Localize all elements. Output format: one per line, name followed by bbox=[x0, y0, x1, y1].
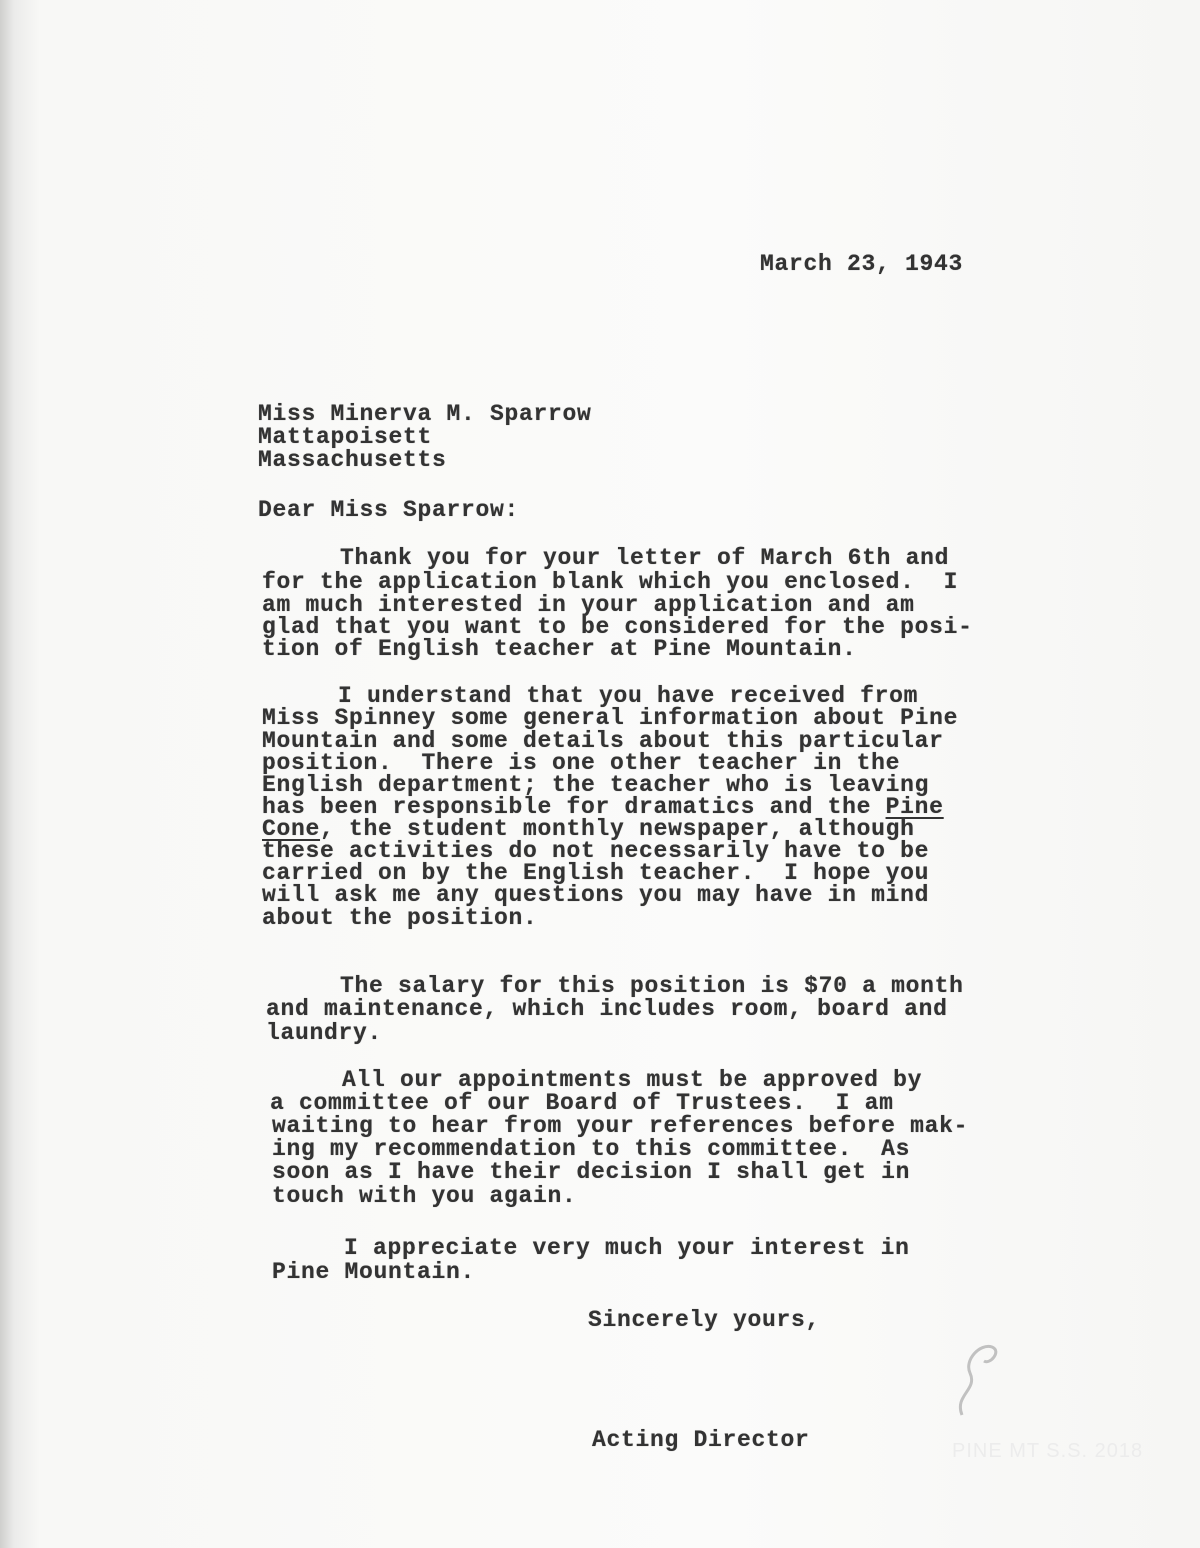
signer-title: Acting Director bbox=[592, 1427, 810, 1453]
paragraph-line: All our appointments must be approved by bbox=[342, 1067, 923, 1093]
line-text: has been responsible for dramatics and the bbox=[262, 794, 886, 820]
salutation: Dear Miss Sparrow: bbox=[258, 497, 520, 523]
paragraph-line: Pine Mountain. bbox=[272, 1259, 476, 1285]
paragraph-line: ing my recommendation to this committee. As bbox=[272, 1136, 911, 1162]
paragraph-line: I understand that you have received from bbox=[338, 683, 919, 709]
paragraph-line: and maintenance, which includes room, board and bbox=[266, 996, 948, 1022]
signature-mark bbox=[950, 1335, 1020, 1425]
paragraph-line: Mountain and some details about this particular bbox=[262, 728, 944, 754]
closing: Sincerely yours, bbox=[588, 1307, 821, 1333]
watermark: PINE MT S.S. 2018 bbox=[952, 1440, 1144, 1462]
paragraph-line: English department; the teacher who is leaving bbox=[262, 772, 930, 798]
paragraph-line: I appreciate very much your interest in bbox=[344, 1235, 910, 1261]
paragraph-line: am much interested in your application and am bbox=[262, 592, 915, 618]
recipient-town: Mattapoisett bbox=[258, 424, 433, 450]
paragraph-line: about the position. bbox=[262, 905, 538, 931]
paragraph-line: Thank you for your letter of March 6th and bbox=[340, 545, 950, 571]
paragraph-line: these activities do not necessarily have to be bbox=[262, 838, 930, 864]
line-text: , the student monthly newspaper, although bbox=[320, 816, 915, 842]
underlined-title: Pine bbox=[885, 794, 944, 820]
paragraph-line: a committee of our Board of Trustees. I am bbox=[270, 1090, 894, 1116]
paragraph-line: laundry. bbox=[266, 1020, 383, 1046]
recipient-state: Massachusetts bbox=[258, 447, 447, 473]
underlined-title: Cone bbox=[262, 816, 321, 842]
paragraph-line: tion of English teacher at Pine Mountain. bbox=[262, 636, 857, 662]
paragraph-line: for the application blank which you enclosed. I bbox=[262, 569, 959, 595]
paragraph-line: will ask me any questions you may have in mind bbox=[262, 882, 930, 908]
paragraph-line: soon as I have their decision I shall get in bbox=[272, 1159, 911, 1185]
paragraph-line: The salary for this position is $70 a month bbox=[340, 973, 964, 999]
paragraph-line: waiting to hear from your references before mak- bbox=[272, 1113, 969, 1139]
paragraph-line: carried on by the English teacher. I hope you bbox=[262, 860, 930, 886]
paragraph-line: position. There is one other teacher in the bbox=[262, 750, 901, 776]
date: March 23, 1943 bbox=[760, 251, 964, 277]
recipient-name: Miss Minerva M. Sparrow bbox=[258, 401, 592, 427]
paragraph-line: touch with you again. bbox=[272, 1183, 577, 1209]
paragraph-line: Miss Spinney some general information about Pine bbox=[262, 705, 959, 731]
paragraph-line: glad that you want to be considered for the posi- bbox=[262, 614, 973, 640]
